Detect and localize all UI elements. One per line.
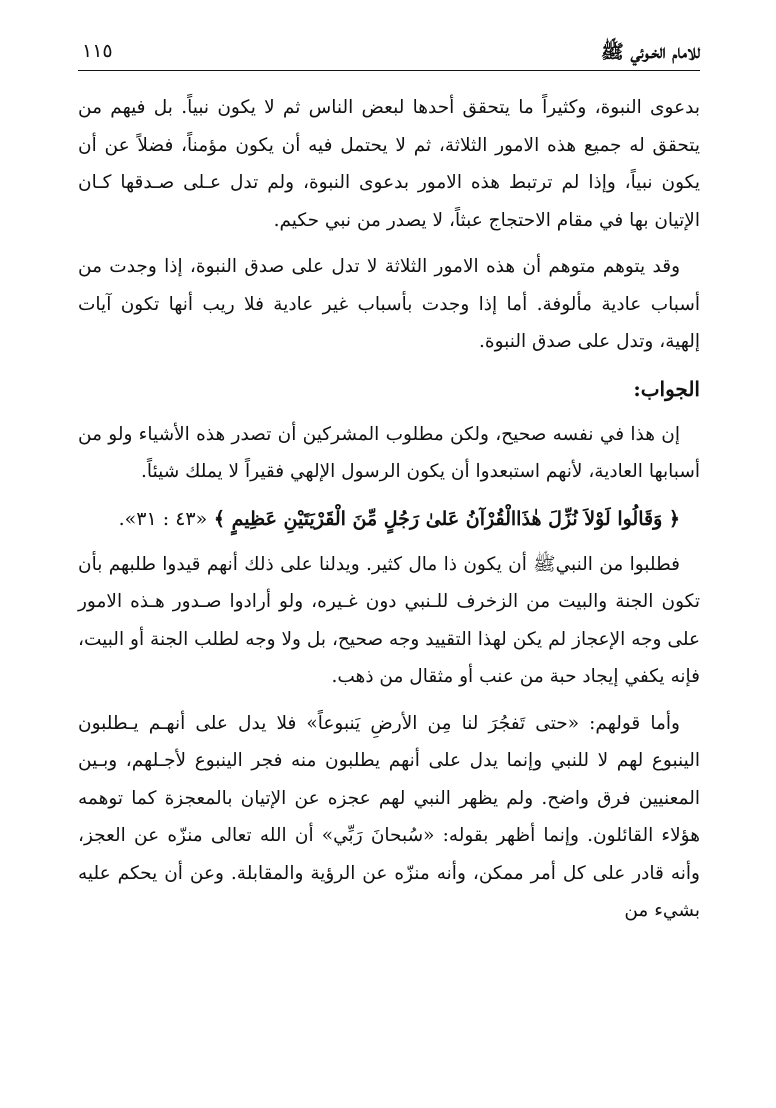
paragraph: بدعوى النبوة، وكثيراً ما يتحقق أحدها لبعض الناس ثم لا يكون نبياً. بل فيهم من يتحقق له جميع هذه الامور الثلاثة، ثم لا يحتمل فيه أن يكون مؤمناً، فضلاً عن أن يكون نبياً، وإذا لم ترتبط هذه الامور بدعوى النبوة، ولم تدل عـلى صـدقها كـان الإتيان بها في مقام الاحتجاج عبثاً، لا يصدر من نبي حكيم. [78,97,700,231]
running-header [78,30,700,71]
quran-verse-reference: «٤٣ : ٣١». [118,507,208,530]
page-number: ١١٥ [82,40,113,62]
paragraph: فطلبوا من النبيﷺ أن يكون ذا مال كثير. ويدلنا على ذلك أنهم قيدوا طلبهم بأن تكون الجنة والبيت من الزخرف للـنبي دون غـيره، ولو أرادوا صـدور هـذه الامور على وجه الإعجاز لم يكن لهذا التقييد وجه صحيح، بل ولا وجه لطلب الجنة أو البيت، فإنه يكفي إيجاد حبة من عنب أو مثقال من ذهب. [78,553,700,687]
answer-paragraph: إن هذا في نفسه صحيح، ولكن مطلوب المشركين أن تصدر هذه الأشياء ولو من أسبابها العادية، لأنهم استبعدوا أن يكون الرسول الإلهي فقيراً لا يملك شيئاً. [78,423,700,482]
section-heading: الجواب: [633,376,700,401]
book-page [78,30,700,1090]
paragraph: وأما قولهم: «حتى تَفجُرَ لنا مِن الأرضِ يَنبوعاً» فلا يدل على أنهـم يـطلبون الينبوع لهم لا للنبي وإنما يدل على أنهم يطلبون منه فجر الينبوع لأجـلهم، وبـين المعنيين فرق واضح. ولم يظهر النبي لهم عجزه عن الإتيان بالمعجزة كما توهمه هؤلاء القائلون. وإنما أظهر بقوله: «سُبحانَ رَبِّي» أن الله تعالى منزّه عن العجز، وأنه قادر على كل أمر ممكن، وأنه منزّه عن الرؤية والمقابلة. وعن أن يحكم عليه بشيء من [78,712,700,921]
body-text [78,89,700,930]
quran-verse-text: ﴿ وَقَالُوا لَوْلاَ نُزِّلَ هٰذَاالْقُرْآنُ عَلىٰ رَجُلٍ مِّنَ الْقَرْيَتَيْنِ عَظِيمٍ ﴾ [213,507,680,530]
header-title: للامام الخـوئي ﷺ [600,41,700,63]
paragraph: وقد يتوهم متوهم أن هذه الامور الثلاثة لا تدل على صدق النبوة، إذا وجدت من أسباب عادية مألوفة. أما إذا وجدت بأسباب غير عادية فلا ريب أنها تكون آيات إلهية، وتدل على صدق النبوة. [78,256,700,352]
quran-verse [78,500,700,538]
